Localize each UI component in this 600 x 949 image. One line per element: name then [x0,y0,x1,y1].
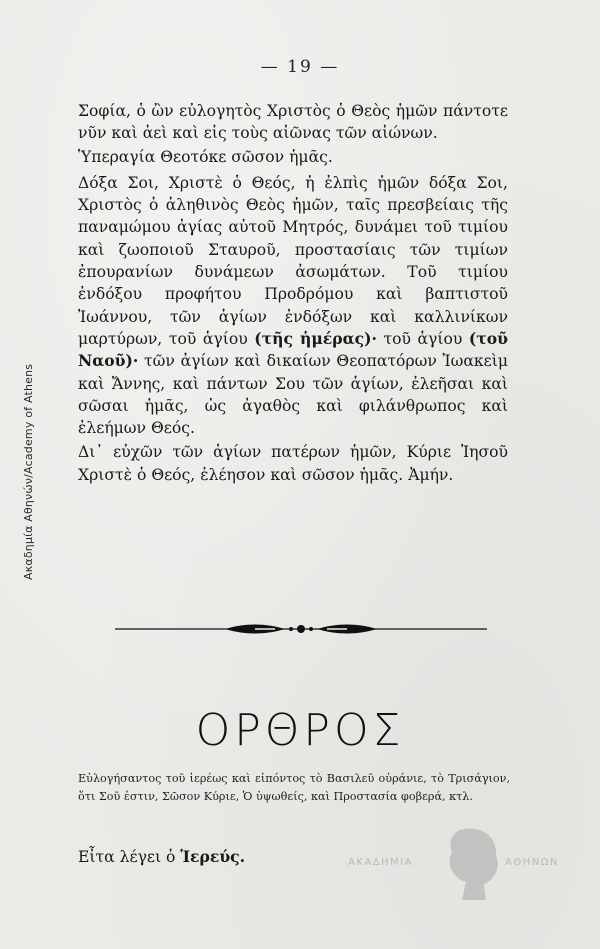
prayer-text [78,100,508,486]
seal-text-right: ΑΘΗΝΩΝ [505,857,559,868]
seal-text-left: ΑΚΑΔΗΜΙΑ [348,857,414,868]
liturgical-rubric: Εὐλογήσαντος τοῦ ἱερέως καὶ εἰπόντος τὸ Βασιλεῦ οὐράνιε, τὸ Τρισάγιον, ὅτι Σοῦ ἐστιν, Σῶσον Κύριε, Ὁ ὑψωθείς, καὶ Προστασία φοβερά, κτλ. [78,772,510,803]
paragraph-3-text-middle: τοῦ ἁγίου [376,329,469,348]
closing-line-text: Εἶτα λέγει ὁ [78,848,181,866]
paragraph-1: Σοφία, ὁ ὢν εὐλογητὸς Χριστὸς ὁ Θεὸς ἡμῶν πάντοτε νῦν καὶ ἀεὶ καὶ εἰς τοὺς αἰῶνας τῶν αἰώνων. [78,102,508,143]
feast-of-day-placeholder: (τῆς ἡμέρας)· [254,328,377,348]
church-saint-placeholder: (τοῦ Ναοῦ)· [78,328,508,371]
paragraph-2: Ὑπεραγία Θεοτόκε σῶσον ἡμᾶς. [78,147,333,166]
paragraph-3 [78,172,508,440]
paragraph-3-text-after: τῶν ἁγίων καὶ δικαίων Θεοπατόρων Ἰωακεὶμ καὶ Ἄννης, καὶ πάντων Σου τῶν ἁγίων, ἐλεῆσαι καὶ σῶσαι ἡμᾶς, ὡς ἀγαθὸς καὶ φιλάνθρωπος καὶ ἐλεήμων Θεός. [78,352,508,438]
priest-label: Ἱερεύς. [180,847,246,866]
archive-watermark: Ακαδημία Αθηνών/Academy of Athens [22,363,35,580]
academy-seal-icon [440,822,506,902]
ornamental-divider [115,622,487,636]
paragraph-3-text-before: Δόξα Σοι, Χριστὲ ὁ Θεός, ἡ ἐλπὶς ἡμῶν δόξα Σοι, Χριστὸς ὁ ἀληθινὸς Θεὸς ἡμῶν, ταῖς πρεσβείαις τῆς παναμώμου ἁγίας αὐτοῦ Μητρός, δυνάμει τοῦ τιμίου καὶ ζωοποιοῦ Σταυροῦ, προστασίαις τῶν τιμίων ἐπουρανίων δυνάμεων ἀσωμάτων. Τοῦ τιμίου ἐνδόξου προφήτου Προδρόμου καὶ βαπτιστοῦ Ἰωάννου, τῶν ἁγίων ἐνδόξων καὶ καλλινίκων μαρτύρων, τοῦ ἁγίου [78,173,508,348]
page-number: — 19 — [260,57,340,77]
paragraph-4: Δι᾽ εὐχῶν τῶν ἁγίων πατέρων ἡμῶν, Κύριε Ἰησοῦ Χριστὲ ὁ Θεός, ἐλέησον καὶ σῶσον ἡμᾶς. Ἀμήν. [78,443,508,484]
section-heading: ΟΡΘΡΟΣ [195,705,405,756]
